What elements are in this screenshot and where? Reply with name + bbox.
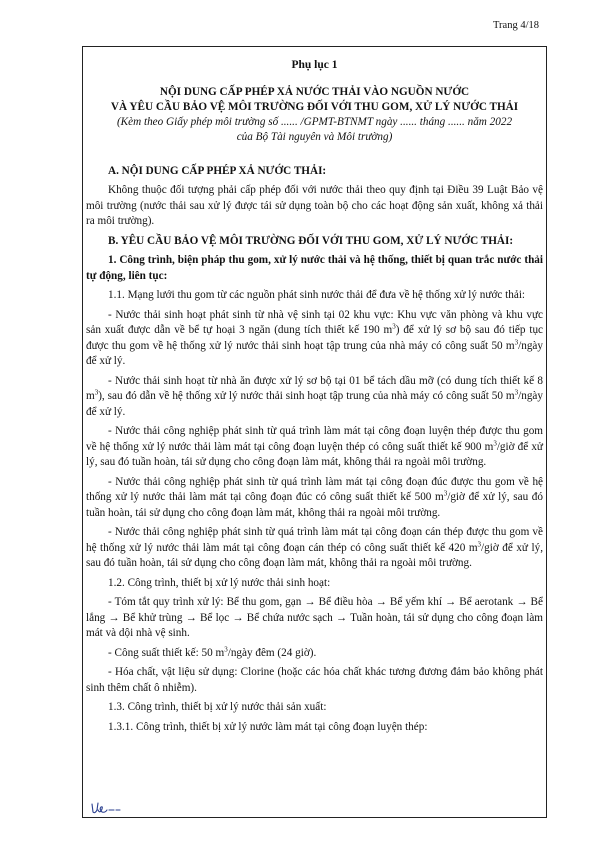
paragraph-1-3: 1.3. Công trình, thiết bị xử lý nước thải sản xuất: (108, 701, 327, 713)
bullet-casting-cooling (86, 475, 543, 522)
appendix-subtitle-line2: của Bộ Tài nguyên và Môi trường) (236, 130, 393, 143)
treatment-process: - Tóm tắt quy trình xử lý: Bể thu gom, gạn → Bể điều hòa → Bể yếm khí → Bể aerotank → Bể lắng → Bể khử trùng → Bể lọc → Bể chứa nước sạch → Tuần hoàn, tái sử dụng cho công đoạn làm mát và dội nhà vệ sinh. (86, 596, 543, 639)
section-b1-heading: 1. Công trình, biện pháp thu gom, xử lý nước thải và hệ thống, thiết bị quan trắc nước thải tự động, liên tục: (86, 254, 543, 282)
appendix-title-line2: VÀ YÊU CẦU BẢO VỆ MÔI TRƯỜNG ĐỐI VỚI THU GOM, XỬ LÝ NƯỚC THẢI (110, 100, 519, 113)
text-fragment: /giờ để xử lý, sau đó tuần hoàn, tái sử dụng cho công đoạn làm mát, không thải ra ngoài môi trường. (86, 491, 543, 519)
text-fragment: ), sau đó dẫn về hệ thống xử lý nước thải sinh hoạt tập trung của nhà máy có công suất 50 m (98, 390, 515, 402)
bullet-rolling-cooling (86, 525, 543, 572)
text-fragment: - Nước thải công nghiệp phát sinh từ quá trình làm mát tại công đoạn luyện thép được thu gom về hệ thống xử lý nước thải làm mát tại công đoạn luyện thép có công suất thiết kế 900 m (86, 425, 543, 453)
superscript: 3 (514, 337, 519, 346)
paragraph-1-2: 1.2. Công trình, thiết bị xử lý nước thải sinh hoạt: (108, 576, 331, 589)
text-fragment: - Nước thải sinh hoạt từ nhà ăn được xử lý sơ bộ tại 01 bể tách dầu mỡ (có dung tích thiết kế 8 m (86, 374, 543, 402)
paragraph-1-1: 1.1. Mạng lưới thu gom từ các nguồn phát sinh nước thải để đưa về hệ thống xử lý nước thải: (108, 289, 526, 301)
text-fragment: - Nước thải sinh hoạt phát sinh từ nhà vệ sinh tại 02 khu vực: Khu vực văn phòng và khu vực sản xuất được dẫn về bể tự hoại 3 ngăn (dung tích thiết kế 190 m (86, 308, 543, 336)
text-fragment: /giờ để xử lý, sau đó tuần hoàn, tái sử dụng cho công đoạn làm mát, không thải ra ngoài môi trường. (86, 440, 543, 468)
section-b-heading: B. YÊU CẦU BẢO VỆ MÔI TRƯỜNG ĐỐI VỚI THU GOM, XỬ LÝ NƯỚC THẢI: (108, 234, 514, 247)
appendix-label: Phụ lục 1 (291, 59, 338, 71)
chemicals-used: - Hóa chất, vật liệu sử dụng: Clorine (hoặc các hóa chất khác tương đương đảm bảo không phát sinh thêm chất ô nhiễm). (86, 666, 543, 694)
text-fragment: /ngày đêm (24 giờ). (227, 646, 317, 659)
page-number: Trang 4/18 (493, 20, 539, 31)
superscript: 3 (493, 438, 497, 447)
superscript: 3 (224, 644, 228, 653)
superscript: 3 (514, 388, 519, 397)
initials-signature (90, 800, 128, 816)
text-fragment: /giờ để xử lý, sau đó tuần hoàn, tái sử dụng cho công đoạn làm mát, không thải ra ngoài môi trường. (86, 541, 543, 569)
superscript: 3 (443, 489, 448, 498)
section-a-heading: A. NỘI DUNG CẤP PHÉP XẢ NƯỚC THẢI: (108, 164, 327, 177)
text-fragment: - Nước thải công nghiệp phát sinh từ quá trình làm mát tại công đoạn cán thép được thu gom về hệ thống xử lý nước thải làm mát tại công đoạn cán thép có công suất thiết kế 420 m (86, 526, 543, 554)
text-fragment: - Công suất thiết kế: 50 m (108, 646, 225, 659)
section-a-text: Không thuộc đối tượng phải cấp phép đối với nước thải theo quy định tại Điều 39 Luật Bảo vệ môi trường (nước thải sau xử lý được tái sử dụng toàn bộ cho các hoạt động sản xuất, không xả thải ra môi trường). (86, 184, 543, 227)
text-fragment: /ngày để xử lý. (86, 390, 543, 418)
design-capacity (86, 646, 543, 662)
document-body (86, 55, 543, 739)
text-fragment: ) để xử lý sơ bộ sau đó tiếp tục được thu gom về hệ thống xử lý nước thải sinh hoạt tập trung của nhà máy có công suất 50 m (86, 324, 544, 352)
bullet-domestic-wastewater (86, 308, 543, 370)
text-fragment: /ngày để xử lý. (86, 339, 543, 367)
paragraph-1-3-1: 1.3.1. Công trình, thiết bị xử lý nước làm mát tại công đoạn luyện thép: (108, 720, 428, 733)
superscript: 3 (392, 322, 396, 331)
appendix-subtitle-line1: (Kèm theo Giấy phép môi trường số ...... /GPMT-BTNMT ngày ...... tháng ...... năm 2022 (116, 115, 513, 128)
bullet-steelmaking-cooling (86, 424, 543, 471)
text-fragment: - Nước thải công nghiệp phát sinh từ quá trình làm mát tại công đoạn đúc được thu gom về hệ thống xử lý nước thải làm mát tại công đoạn đúc có công suất thiết kế 500 m (86, 475, 543, 503)
superscript: 3 (94, 388, 99, 397)
superscript: 3 (477, 539, 482, 548)
appendix-subtitle (86, 115, 543, 145)
appendix-title-line1: NỘI DUNG CẤP PHÉP XẢ NƯỚC THẢI VÀO NGUỒN NƯỚC (159, 85, 470, 98)
bullet-canteen-wastewater (86, 374, 543, 421)
